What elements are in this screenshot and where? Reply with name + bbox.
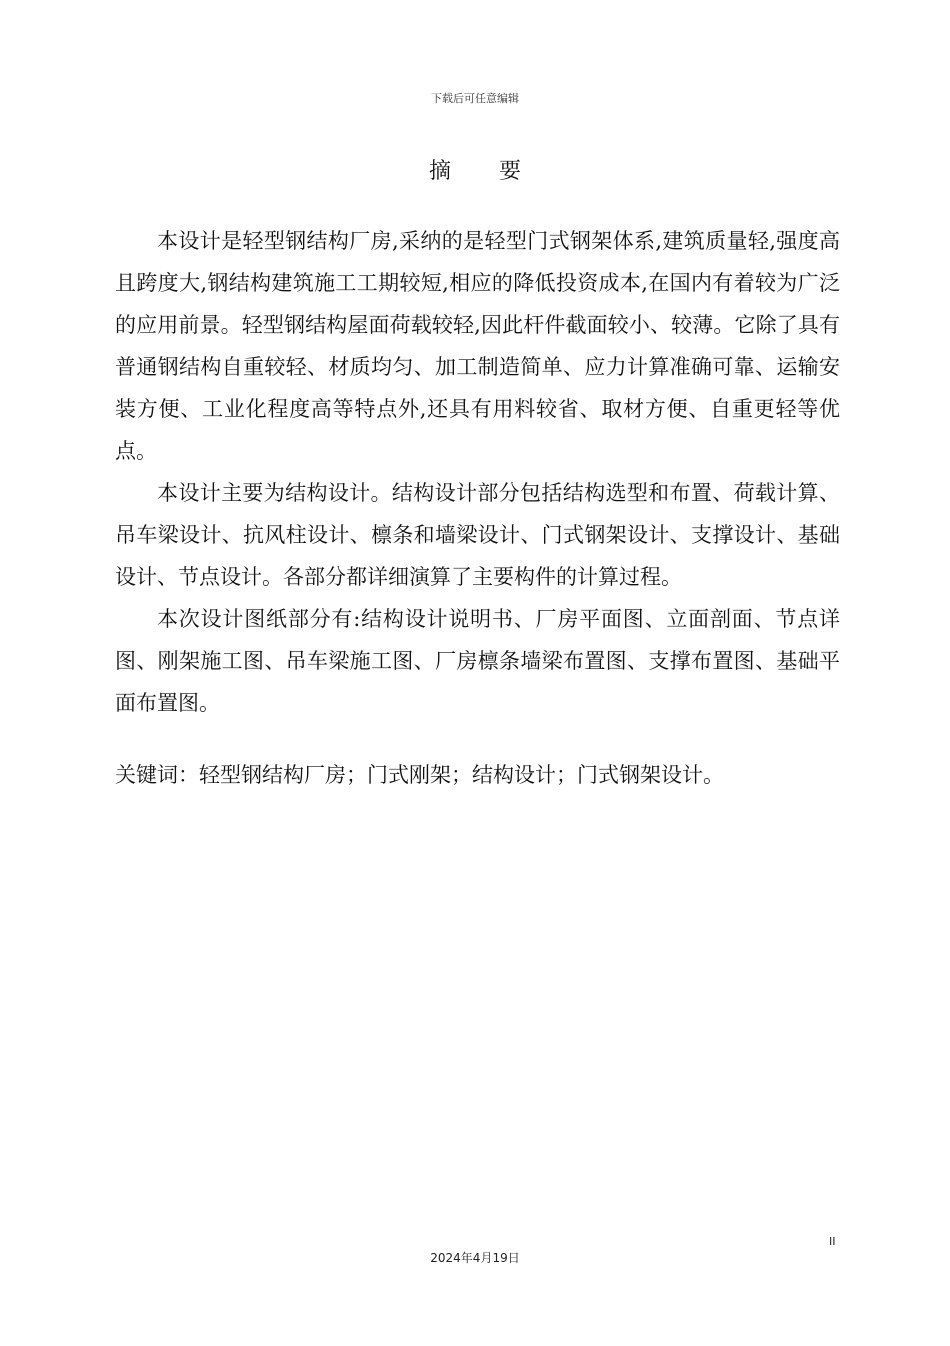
keywords-line: 关键词：轻型钢结构厂房；门式刚架；结构设计；门式钢架设计。: [115, 763, 724, 787]
page-number: II: [829, 1235, 836, 1248]
abstract-paragraph-2: 本设计主要为结构设计。结构设计部分包括结构选型和布置、荷载计算、吊车梁设计、抗风柱设计、檩条和墙梁设计、门式钢架设计、支撑设计、基础设计、节点设计。各部分都详细演算了主要构件的计算过程。: [115, 481, 840, 589]
abstract-paragraph-3: 本次设计图纸部分有:结构设计说明书、厂房平面图、立面剖面、节点详图、刚架施工图、吊车梁施工图、厂房檩条墙梁布置图、支撑布置图、基础平面布置图。: [115, 607, 840, 715]
footer-date: 2024年4月19日: [430, 1251, 520, 1265]
page-title: 摘要: [428, 159, 569, 184]
header-note: 下载后可任意编辑: [431, 92, 519, 105]
abstract-paragraph-1: 本设计是轻型钢结构厂房,采纳的是轻型门式钢架体系,建筑质量轻,强度高且跨度大,钢结构建筑施工工期较短,相应的降低投资成本,在国内有着较为广泛的应用前景。轻型钢结构屋面荷载较轻,因此杆件截面较小、较薄。它除了具有普通钢结构自重较轻、材质均匀、加工制造简单、应力计算准确可靠、运输安装方便、工业化程度高等特点外,还具有用料较省、取材方便、自重更轻等优点。: [115, 229, 840, 463]
abstract-body: [115, 220, 840, 796]
